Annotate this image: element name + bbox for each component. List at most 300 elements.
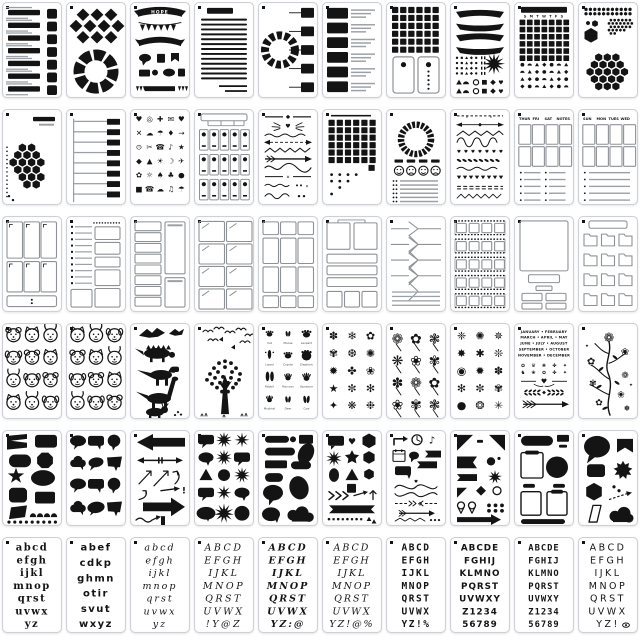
hope-banners-art	[131, 3, 189, 97]
svg-text:●: ●	[178, 170, 185, 180]
svg-text:♥: ♥	[456, 150, 462, 156]
svg-text:✈: ✈	[178, 156, 185, 166]
svg-text:✾: ✾	[410, 397, 422, 414]
svg-text:✿: ✿	[365, 329, 376, 343]
layout-mixed-panels-art	[323, 217, 381, 311]
stencil-text: yz	[24, 619, 40, 631]
svg-text:♥: ♥	[498, 79, 504, 87]
bubble-bursts-art	[195, 431, 253, 525]
stencil-text: YZ:@	[270, 619, 306, 631]
svg-text:✕: ✕	[305, 183, 309, 189]
stencil-text: ijkl	[148, 568, 172, 580]
planner-icons-art	[387, 431, 445, 525]
weekly-sun-art	[579, 110, 637, 204]
stencil-text: MNOP	[401, 581, 431, 592]
stencil-text: ABCDE	[460, 543, 500, 554]
stencil-text: UVWX	[588, 606, 628, 618]
alphabet-bold-lower-art	[67, 538, 125, 632]
svg-text:☽: ☽	[167, 156, 175, 166]
svg-text:♪: ♪	[428, 435, 436, 447]
svg-text:✿: ✿	[428, 375, 441, 392]
hex-cluster-art	[3, 110, 61, 204]
svg-text:✕: ✕	[465, 114, 469, 119]
svg-text:✺: ✺	[365, 347, 376, 360]
svg-text:♥: ♥	[484, 150, 490, 156]
stencil-text: IJKL	[337, 568, 367, 580]
stencil-frame-plates	[514, 430, 574, 526]
layout-hero-box-art	[515, 217, 573, 311]
svg-text:■: ■	[135, 184, 143, 194]
alphabet-handwritten-art	[579, 538, 637, 632]
svg-text:✸: ✸	[456, 347, 467, 360]
svg-text:☁: ☁	[145, 128, 154, 138]
stencil-layout-photo-corners	[194, 216, 254, 312]
stencil-text: QRST	[401, 593, 431, 605]
index-lines-art	[67, 110, 125, 204]
stencil-text: Raccoon	[282, 384, 294, 389]
stencil-text: EFGH	[204, 555, 244, 567]
svg-text:❀: ❀	[531, 369, 536, 376]
stencil-dinosaurs	[130, 323, 190, 419]
svg-text:✽: ✽	[391, 375, 404, 392]
svg-text:❀: ❀	[410, 353, 422, 370]
stencil-alphabet-handwritten	[578, 537, 638, 633]
shape-sampler-art	[323, 431, 381, 525]
stencil-text: Rabbit	[264, 384, 275, 389]
stencil-text: Muskrat	[263, 406, 276, 411]
svg-text:✕: ✕	[489, 114, 493, 119]
stencil-text: SAT	[544, 116, 553, 121]
stencil-text: EFGH	[268, 555, 308, 567]
svg-text:✽: ✽	[328, 329, 339, 343]
stencil-text: SEPTEMBER • OCTOBER	[518, 347, 570, 352]
stencil-monthly-calendar	[514, 2, 574, 98]
stencil-text: uvwx	[15, 606, 49, 618]
stencil-snowflake-medallions	[322, 323, 382, 419]
svg-text:♥: ♥	[491, 150, 497, 156]
stencil-text: ABCD	[204, 542, 244, 554]
stencil-text: qrst	[146, 593, 174, 605]
stencil-text: MNOP	[202, 581, 246, 592]
stencil-speech-bubbles	[66, 430, 126, 526]
icon-sampler-art	[131, 110, 189, 204]
svg-text:❈: ❈	[456, 329, 467, 343]
stencil-pixel-grid-phones	[386, 2, 446, 98]
svg-text:✼: ✼	[347, 381, 357, 395]
stencil-animal-faces-1	[2, 323, 62, 419]
stencil-text: YZ!%	[401, 619, 431, 631]
svg-text:☎: ☎	[155, 142, 165, 152]
stencil-text: mnop	[13, 581, 51, 592]
stencil-banner-blobs	[258, 430, 318, 526]
stencil-text: WED	[620, 116, 630, 121]
stencil-tree-and-birds	[194, 323, 254, 419]
corner-shapes-art	[451, 431, 509, 525]
stencil-layout-rows-column	[130, 216, 190, 312]
svg-text:✦: ✦	[328, 399, 339, 413]
pixel-grid-phones-art	[387, 3, 445, 97]
stencil-hope-banners	[130, 2, 190, 98]
stencil-layout-grid	[258, 216, 318, 312]
alphabet-cursive-art	[323, 538, 381, 632]
svg-text:❀: ❀	[617, 390, 625, 401]
stencil-chevron-timeline	[386, 216, 446, 312]
stencil-text: uvwx	[143, 606, 177, 618]
layout-list-notes-art	[67, 217, 125, 311]
stencil-icon-sampler	[130, 109, 190, 205]
stencil-habit-columns	[194, 109, 254, 205]
stencil-text: IJKL	[208, 568, 240, 580]
svg-text:❀: ❀	[541, 363, 547, 370]
svg-text:✦: ✦	[562, 363, 568, 370]
stencil-text: Elephant	[300, 362, 313, 367]
stencil-alphabet-script-2	[258, 537, 318, 633]
stencil-text: 56789	[462, 620, 498, 631]
stencil-text: MARCH • APRIL • MAY	[520, 335, 568, 340]
stencil-text: Moose	[283, 341, 293, 346]
animal-faces-1-art	[3, 324, 61, 418]
alphabet-gothic-lower-art	[3, 538, 61, 632]
svg-text:♥: ♥	[135, 114, 143, 124]
layout-rows-column-art	[131, 217, 189, 311]
stencil-alphabet-techno	[386, 537, 446, 633]
stencil-text: UVWX	[267, 606, 309, 618]
stencil-text: ABCD	[401, 542, 431, 554]
stencil-animal-tracks	[258, 323, 318, 419]
stencil-media-list	[322, 2, 382, 98]
stencil-text: Cow	[303, 406, 310, 411]
border-patterns-art	[451, 110, 509, 204]
svg-text:♫: ♫	[167, 184, 175, 194]
stencil-text: UVWXY	[528, 594, 560, 605]
stencil-arrow-set	[130, 430, 190, 526]
stencil-text: JUNE • JULY • AUGUST	[520, 341, 568, 346]
stencil-animal-faces-2	[66, 323, 126, 419]
stencil-text: QRST	[205, 593, 243, 605]
svg-text:✿: ✿	[586, 356, 596, 368]
layout-six-panel-art	[3, 217, 61, 311]
svg-text:♥: ♥	[498, 88, 504, 96]
stencil-text: NOVEMBER • DECEMBER	[518, 353, 570, 358]
stencil-text: EFGH	[333, 555, 371, 567]
frame-plates-art	[515, 431, 573, 525]
stencil-folder-grid	[578, 216, 638, 312]
stencil-text: QRST	[590, 593, 626, 605]
svg-text:✾: ✾	[328, 347, 339, 360]
stencil-text: QRST	[334, 593, 370, 605]
svg-text:⊙: ⊙	[135, 142, 143, 152]
ribbon-banners-art	[451, 3, 509, 97]
stencil-text: UVWX	[332, 606, 372, 618]
svg-text:!: !	[181, 486, 187, 497]
svg-text:★: ★	[328, 381, 339, 395]
wildflowers-art	[387, 324, 445, 418]
svg-text:❄: ❄	[347, 329, 357, 343]
stencil-text: QRST	[268, 593, 308, 605]
svg-text:❉: ❉	[365, 399, 376, 413]
svg-text:❋: ❋	[391, 353, 404, 370]
svg-text:●: ●	[456, 399, 467, 413]
stencil-shape-sampler	[322, 430, 382, 526]
svg-text:♥: ♥	[413, 479, 419, 485]
stencil-border-patterns	[450, 109, 510, 205]
stencil-weekly-sun	[578, 109, 638, 205]
folder-grid-art	[579, 217, 637, 311]
stencil-folk-floral	[578, 323, 638, 419]
lined-page-art	[195, 3, 253, 97]
svg-text:✦: ✦	[628, 382, 634, 389]
arrow-dividers-art	[259, 110, 317, 204]
alphabet-marker-art	[131, 538, 189, 632]
stencil-mood-tracker	[386, 109, 446, 205]
diamonds-donut-art	[67, 3, 125, 97]
stencil-text: Lizard	[265, 362, 274, 367]
stencil-arrow-dividers	[258, 109, 318, 205]
stencil-text: ijkl	[19, 568, 45, 580]
arc-flowchart-art	[259, 3, 317, 97]
stencil-layout-list-notes	[66, 216, 126, 312]
stencil-text: ABCDE	[528, 543, 560, 554]
svg-text:♣: ♣	[167, 170, 175, 180]
svg-text:❀: ❀	[365, 364, 376, 378]
svg-text:✂: ✂	[146, 142, 153, 152]
svg-text:♥: ♥	[540, 377, 548, 386]
film-strips-art	[451, 217, 509, 311]
stencil-text: FGHIJ	[463, 556, 497, 567]
svg-text:❁: ❁	[391, 331, 404, 348]
svg-text:✺: ✺	[475, 329, 485, 343]
folk-floral-art	[579, 324, 637, 418]
stencil-corner-shapes	[450, 430, 510, 526]
svg-text:☼: ☼	[146, 170, 153, 180]
svg-text:♦: ♦	[167, 128, 175, 138]
stencil-text: ghmn	[77, 573, 115, 585]
stencil-text: !Y@Z	[205, 619, 243, 631]
stencil-text: MNOP	[331, 581, 373, 592]
svg-text:✿: ✿	[595, 398, 603, 409]
stencil-lined-page	[194, 2, 254, 98]
stencil-hex-cluster	[2, 109, 62, 205]
svg-text:♪: ♪	[168, 142, 174, 152]
svg-text:✽: ✽	[493, 364, 504, 378]
stencil-text: KLMNO	[459, 569, 501, 580]
stencil-checklist	[2, 2, 62, 98]
stencil-text: NOTES	[556, 116, 571, 121]
stencil-text: wxyz	[79, 619, 113, 631]
svg-text:✿: ✿	[541, 369, 547, 376]
svg-text:❂: ❂	[475, 399, 485, 413]
monthly-calendar-art	[515, 3, 573, 97]
flower-bursts-art	[451, 324, 509, 418]
tracker-grid-art	[323, 110, 381, 204]
stencil-diamonds-donut	[66, 2, 126, 98]
svg-text:✦: ✦	[562, 369, 568, 376]
speech-bubbles-art	[67, 431, 125, 525]
svg-text:✳: ✳	[493, 399, 504, 413]
stencil-text: Cat	[267, 341, 272, 346]
stencil-text: FGHIJ	[528, 556, 560, 567]
svg-text:✼: ✼	[475, 381, 485, 395]
stencil-text: ABCD	[589, 542, 627, 554]
stencil-text: FRI	[532, 116, 540, 121]
svg-text:✉: ✉	[167, 114, 174, 124]
svg-text:✹: ✹	[475, 364, 485, 378]
stencil-text: EFGH	[401, 555, 431, 567]
alphabet-round-numbers-art	[451, 538, 509, 632]
honeycomb-art	[579, 3, 637, 97]
svg-text:✽: ✽	[624, 404, 630, 413]
svg-text:◎: ◎	[146, 114, 153, 124]
habit-columns-art	[195, 110, 253, 204]
svg-text:❃: ❃	[428, 331, 441, 348]
svg-text:♛: ♛	[531, 363, 536, 370]
stencil-text: yz	[152, 619, 168, 631]
stencil-ribbon-banners	[450, 2, 510, 98]
stencil-text: JANUARY • FEBRUARY	[520, 329, 568, 334]
svg-text:✕: ✕	[286, 175, 290, 181]
stencil-alphabet-marker	[130, 537, 190, 633]
svg-text:❀: ❀	[391, 397, 404, 414]
stencil-month-names	[514, 323, 574, 419]
svg-text:✤: ✤	[552, 363, 557, 370]
svg-text:☂: ☂	[178, 184, 185, 194]
bubble-blobs-art	[579, 431, 637, 525]
svg-text:✕: ✕	[135, 128, 143, 138]
svg-text:☁: ☁	[156, 184, 164, 194]
svg-text:✾: ✾	[428, 353, 441, 370]
stencil-text: abef	[80, 542, 112, 554]
svg-text:♥: ♥	[470, 150, 476, 156]
svg-text:☎: ☎	[144, 184, 155, 194]
svg-text:✻: ✻	[456, 381, 467, 395]
stencil-wildflowers	[386, 323, 446, 419]
svg-text:✵: ✵	[493, 329, 504, 343]
svg-text:✦: ✦	[584, 343, 590, 350]
stencil-alphabet-cursive	[322, 537, 382, 633]
layout-photo-corners-art	[195, 217, 253, 311]
svg-text:✤: ✤	[347, 364, 357, 378]
stencil-text: PQRST	[528, 581, 560, 592]
snowflake-medallions-art	[323, 324, 381, 418]
stencil-text: otir	[83, 588, 109, 600]
stencil-text: UVWX	[203, 606, 245, 618]
stencil-text: Leopard	[300, 341, 313, 346]
stencil-text: mnop	[142, 581, 178, 592]
stencil-planner-icons	[386, 430, 446, 526]
svg-text:♥: ♥	[178, 114, 185, 124]
svg-text:✤: ✤	[552, 369, 557, 376]
stencil-text: SUN	[583, 116, 592, 121]
svg-text:♥: ♥	[463, 150, 469, 156]
media-list-art	[323, 3, 381, 97]
stencil-arc-flowchart	[258, 2, 318, 98]
stencil-text: 56789	[528, 620, 560, 631]
label-shapes-art	[3, 431, 61, 525]
tree-and-birds-art	[195, 324, 253, 418]
stencil-layout-hero-box	[514, 216, 574, 312]
svg-text:✱: ✱	[475, 347, 485, 360]
stencil-tracker-grid	[322, 109, 382, 205]
stencil-alphabet-gothic-lower	[2, 537, 62, 633]
stencil-honeycomb	[578, 2, 638, 98]
stencil-index-lines	[66, 109, 126, 205]
svg-text:❁: ❁	[603, 331, 615, 347]
mood-tracker-art	[387, 110, 445, 204]
stencil-text: TUES	[608, 116, 619, 121]
stencil-alphabet-bold-lower	[66, 537, 126, 633]
weekly-thur-art	[515, 110, 573, 204]
stencil-text: THUR	[519, 116, 531, 121]
stencil-bubble-blobs	[578, 430, 638, 526]
stencil-text: Z1234	[528, 607, 560, 618]
stencil-text: Opossum	[299, 384, 314, 389]
arrow-set-art	[131, 431, 189, 525]
stencil-text: MNOP	[266, 581, 310, 592]
dinosaurs-art	[131, 324, 189, 418]
svg-text:▲: ▲	[146, 156, 153, 166]
stencil-layout-six-panel	[2, 216, 62, 312]
svg-text:☀: ☀	[156, 156, 164, 166]
stencil-text: ABCD	[333, 542, 371, 554]
layout-grid-art	[259, 217, 317, 311]
svg-text:✿: ✿	[135, 170, 143, 180]
stencil-text: svut	[80, 603, 112, 615]
stencil-text: S M T W T F S	[523, 14, 565, 19]
stencil-text: UVWXY	[459, 594, 501, 605]
svg-text:♥: ♥	[285, 123, 291, 131]
svg-text:✾: ✾	[589, 378, 597, 389]
svg-text:✿: ✿	[410, 331, 422, 348]
chevron-timeline-art	[387, 217, 445, 311]
svg-text:✿: ✿	[520, 363, 526, 370]
stencil-text: UVWX	[401, 606, 431, 618]
stencil-text: efgh	[16, 555, 48, 567]
stencil-text: abcd	[144, 542, 176, 554]
svg-text:♠: ♠	[156, 170, 164, 180]
stencil-text: YZ!	[596, 619, 620, 631]
svg-text:◉: ◉	[456, 364, 467, 378]
stencil-text: Z1234	[462, 607, 498, 618]
stencil-text: cdkp	[79, 558, 113, 569]
stencil-text: KLMNO	[528, 569, 560, 580]
svg-text:♞: ♞	[520, 369, 526, 376]
svg-text:→: →	[178, 128, 185, 138]
svg-text:❋: ❋	[347, 399, 357, 413]
svg-text:♥: ♥	[498, 150, 504, 156]
svg-text:❊: ❊	[493, 347, 504, 360]
month-names-art	[515, 324, 573, 418]
svg-text:✻: ✻	[365, 381, 376, 395]
svg-text:♥: ♥	[347, 437, 357, 448]
svg-text:✹: ✹	[328, 364, 339, 378]
stencil-alphabet-stencil-numbers	[514, 537, 574, 633]
animal-tracks-art	[259, 324, 317, 418]
stencil-film-strips	[450, 216, 510, 312]
stencil-flower-bursts	[450, 323, 510, 419]
alphabet-techno-art	[387, 538, 445, 632]
svg-text:❁: ❁	[410, 375, 422, 392]
animal-faces-2-art	[67, 324, 125, 418]
stencil-weekly-thur	[514, 109, 574, 205]
svg-text:❆: ❆	[347, 347, 357, 360]
stencil-text: efgh	[145, 555, 175, 567]
stencil-label-shapes	[2, 430, 62, 526]
svg-text:☂: ☂	[156, 128, 164, 138]
stencil-text: PQRST	[461, 581, 499, 592]
stencil-layout-mixed-panels	[322, 216, 382, 312]
svg-text:♥: ♥	[477, 150, 483, 156]
stencil-text: Coyote	[283, 362, 293, 367]
